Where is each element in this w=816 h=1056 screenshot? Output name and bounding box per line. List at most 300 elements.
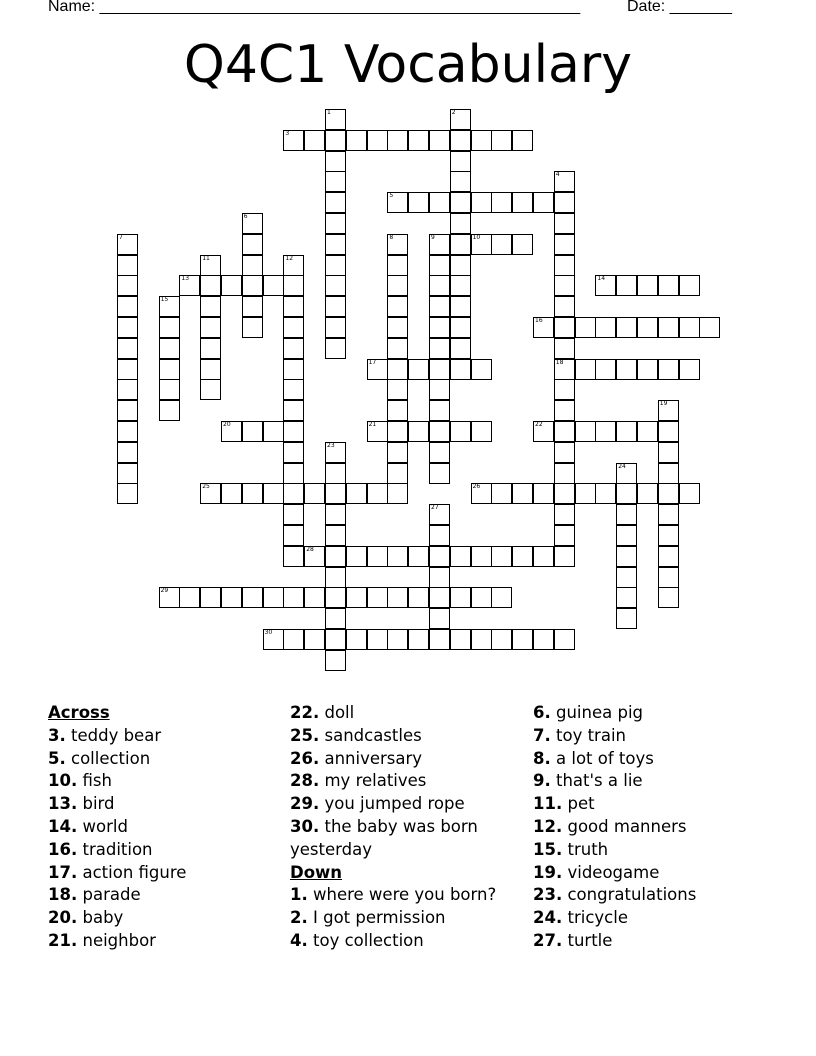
grid-cell[interactable] bbox=[554, 483, 575, 504]
grid-cell[interactable] bbox=[408, 546, 429, 567]
clue-item-number: 13. bbox=[48, 794, 78, 814]
grid-cell[interactable] bbox=[325, 275, 346, 296]
grid-cell[interactable] bbox=[325, 546, 346, 567]
grid-cell[interactable] bbox=[242, 317, 263, 338]
grid-cell[interactable] bbox=[200, 255, 221, 276]
grid-cell[interactable] bbox=[325, 213, 346, 234]
grid-cell[interactable] bbox=[533, 483, 554, 504]
grid-cell[interactable] bbox=[283, 525, 304, 546]
grid-cell[interactable] bbox=[429, 275, 450, 296]
grid-cell[interactable] bbox=[575, 317, 596, 338]
grid-cell[interactable] bbox=[533, 421, 554, 442]
grid-cell[interactable] bbox=[242, 587, 263, 608]
grid-cell[interactable] bbox=[575, 483, 596, 504]
grid-cell[interactable] bbox=[283, 275, 304, 296]
grid-cell[interactable] bbox=[117, 359, 138, 380]
grid-cell[interactable] bbox=[283, 421, 304, 442]
grid-cell[interactable] bbox=[200, 296, 221, 317]
page-title: Q4C1 Vocabulary bbox=[183, 35, 633, 95]
grid-cell[interactable] bbox=[450, 213, 471, 234]
grid-cell[interactable] bbox=[117, 379, 138, 400]
grid-cell[interactable] bbox=[637, 275, 658, 296]
grid-cell[interactable] bbox=[471, 546, 492, 567]
clue-item-text: sandcastles bbox=[324, 725, 422, 745]
grid-cell[interactable] bbox=[512, 629, 533, 650]
grid-cell[interactable] bbox=[429, 296, 450, 317]
grid-cell[interactable] bbox=[367, 421, 388, 442]
grid-cell[interactable] bbox=[159, 338, 180, 359]
grid-cell[interactable] bbox=[658, 421, 679, 442]
grid-cell[interactable] bbox=[429, 317, 450, 338]
grid-cell[interactable] bbox=[367, 546, 388, 567]
clue-item-text: fish bbox=[82, 771, 112, 791]
grid-cell[interactable] bbox=[387, 629, 408, 650]
grid-cell[interactable] bbox=[471, 192, 492, 213]
clue-item-text: baby bbox=[82, 908, 124, 928]
grid-cell[interactable] bbox=[450, 317, 471, 338]
grid-cell[interactable] bbox=[450, 546, 471, 567]
grid-cell[interactable] bbox=[554, 359, 575, 380]
grid-cell[interactable] bbox=[304, 483, 325, 504]
grid-cell[interactable] bbox=[554, 629, 575, 650]
grid-cell[interactable] bbox=[616, 275, 637, 296]
grid-cell[interactable] bbox=[387, 234, 408, 255]
grid-cell[interactable] bbox=[408, 130, 429, 151]
grid-cell[interactable] bbox=[325, 567, 346, 588]
grid-cell[interactable] bbox=[679, 483, 700, 504]
grid-cell[interactable] bbox=[367, 359, 388, 380]
grid-cell[interactable] bbox=[595, 421, 616, 442]
grid-cell[interactable] bbox=[387, 338, 408, 359]
grid-cell[interactable] bbox=[325, 130, 346, 151]
grid-cell[interactable] bbox=[117, 400, 138, 421]
grid-cell[interactable] bbox=[429, 359, 450, 380]
grid-cell[interactable] bbox=[283, 504, 304, 525]
grid-cell[interactable] bbox=[325, 234, 346, 255]
grid-cell[interactable] bbox=[616, 359, 637, 380]
grid-cell[interactable] bbox=[595, 483, 616, 504]
grid-cell[interactable] bbox=[471, 130, 492, 151]
section-label: Across bbox=[48, 703, 110, 722]
grid-cell[interactable] bbox=[616, 317, 637, 338]
grid-cell[interactable] bbox=[512, 234, 533, 255]
clue-item bbox=[533, 725, 783, 748]
grid-cell[interactable] bbox=[387, 275, 408, 296]
grid-cell[interactable] bbox=[387, 400, 408, 421]
clue-item-text: doll bbox=[324, 703, 355, 722]
grid-cell[interactable] bbox=[616, 608, 637, 629]
grid-cell[interactable] bbox=[200, 379, 221, 400]
grid-cell[interactable] bbox=[283, 546, 304, 567]
grid-cell[interactable] bbox=[283, 400, 304, 421]
grid-cell[interactable] bbox=[159, 379, 180, 400]
grid-cell[interactable] bbox=[554, 255, 575, 276]
clue-number: 9 bbox=[431, 233, 435, 241]
grid-cell[interactable] bbox=[367, 483, 388, 504]
grid-cell[interactable] bbox=[242, 234, 263, 255]
grid-cell[interactable] bbox=[679, 275, 700, 296]
grid-cell[interactable] bbox=[283, 587, 304, 608]
clue-column-2 bbox=[290, 702, 540, 953]
grid-cell[interactable] bbox=[429, 421, 450, 442]
clue-column-3 bbox=[533, 702, 783, 953]
grid-cell[interactable] bbox=[450, 234, 471, 255]
grid-cell[interactable] bbox=[200, 338, 221, 359]
grid-cell[interactable] bbox=[637, 483, 658, 504]
clue-number: 23 bbox=[327, 441, 335, 449]
grid-cell[interactable] bbox=[575, 421, 596, 442]
grid-cell[interactable] bbox=[616, 546, 637, 567]
grid-cell[interactable] bbox=[512, 546, 533, 567]
grid-cell[interactable] bbox=[429, 255, 450, 276]
clue-item-text: a lot of toys bbox=[556, 748, 654, 768]
clue-number: 21 bbox=[368, 421, 377, 428]
grid-cell[interactable] bbox=[616, 421, 637, 442]
grid-cell[interactable] bbox=[554, 504, 575, 525]
grid-cell[interactable] bbox=[242, 255, 263, 276]
grid-cell[interactable] bbox=[242, 296, 263, 317]
clue-item bbox=[48, 793, 298, 816]
grid-cell[interactable] bbox=[263, 275, 284, 296]
grid-cell[interactable] bbox=[387, 255, 408, 276]
grid-cell[interactable] bbox=[429, 400, 450, 421]
grid-cell[interactable] bbox=[325, 608, 346, 629]
grid-cell[interactable] bbox=[117, 255, 138, 276]
grid-cell[interactable] bbox=[491, 629, 512, 650]
clue-item bbox=[290, 930, 540, 953]
grid-cell[interactable] bbox=[450, 587, 471, 608]
grid-cell[interactable] bbox=[325, 317, 346, 338]
grid-cell[interactable] bbox=[554, 171, 575, 192]
grid-cell[interactable] bbox=[658, 275, 679, 296]
grid-cell[interactable] bbox=[387, 421, 408, 442]
grid-cell[interactable] bbox=[429, 338, 450, 359]
clue-number: 18 bbox=[555, 358, 564, 366]
grid-cell[interactable] bbox=[429, 608, 450, 629]
grid-cell[interactable] bbox=[658, 483, 679, 504]
grid-cell[interactable] bbox=[554, 234, 575, 255]
grid-cell[interactable] bbox=[429, 130, 450, 151]
grid-cell[interactable] bbox=[221, 483, 242, 504]
grid-cell[interactable] bbox=[263, 587, 284, 608]
grid-cell[interactable] bbox=[533, 629, 554, 650]
grid-cell[interactable] bbox=[283, 442, 304, 463]
grid-cell[interactable] bbox=[387, 359, 408, 380]
grid-cell[interactable] bbox=[325, 629, 346, 650]
grid-cell[interactable] bbox=[117, 483, 138, 504]
grid-cell[interactable] bbox=[263, 421, 284, 442]
grid-cell[interactable] bbox=[616, 587, 637, 608]
grid-cell[interactable] bbox=[283, 359, 304, 380]
grid-cell[interactable] bbox=[387, 546, 408, 567]
grid-cell[interactable] bbox=[117, 234, 138, 255]
grid-cell[interactable] bbox=[450, 359, 471, 380]
grid-cell[interactable] bbox=[554, 296, 575, 317]
grid-cell[interactable] bbox=[575, 359, 596, 380]
grid-cell[interactable] bbox=[159, 317, 180, 338]
grid-cell[interactable] bbox=[658, 504, 679, 525]
grid-cell[interactable] bbox=[304, 629, 325, 650]
grid-cell[interactable] bbox=[533, 546, 554, 567]
grid-cell[interactable] bbox=[554, 317, 575, 338]
grid-cell[interactable] bbox=[221, 587, 242, 608]
grid-cell[interactable] bbox=[429, 546, 450, 567]
grid-cell[interactable] bbox=[325, 192, 346, 213]
grid-cell[interactable] bbox=[408, 421, 429, 442]
grid-cell[interactable] bbox=[283, 255, 304, 276]
clue-item bbox=[533, 816, 783, 839]
grid-cell[interactable] bbox=[283, 463, 304, 484]
grid-cell[interactable] bbox=[450, 151, 471, 172]
clue-item-number: 4. bbox=[290, 930, 308, 950]
grid-cell[interactable] bbox=[200, 587, 221, 608]
grid-cell[interactable] bbox=[637, 359, 658, 380]
grid-cell[interactable] bbox=[367, 629, 388, 650]
grid-cell[interactable] bbox=[491, 483, 512, 504]
grid-cell[interactable] bbox=[304, 587, 325, 608]
grid-cell[interactable] bbox=[491, 234, 512, 255]
grid-cell[interactable] bbox=[346, 587, 367, 608]
grid-cell[interactable] bbox=[491, 546, 512, 567]
grid-cell[interactable] bbox=[429, 567, 450, 588]
clue-number: 2 bbox=[451, 109, 456, 116]
grid-cell[interactable] bbox=[554, 275, 575, 296]
grid-cell[interactable] bbox=[367, 587, 388, 608]
clue-number: 25 bbox=[202, 483, 210, 491]
grid-cell[interactable] bbox=[117, 317, 138, 338]
grid-cell[interactable] bbox=[595, 359, 616, 380]
grid-cell[interactable] bbox=[554, 546, 575, 567]
grid-cell[interactable] bbox=[450, 421, 471, 442]
grid-cell[interactable] bbox=[117, 463, 138, 484]
grid-cell[interactable] bbox=[450, 130, 471, 151]
grid-cell[interactable] bbox=[554, 525, 575, 546]
grid-cell[interactable] bbox=[450, 109, 471, 130]
grid-cell[interactable] bbox=[616, 483, 637, 504]
grid-cell[interactable] bbox=[408, 629, 429, 650]
grid-cell[interactable] bbox=[283, 317, 304, 338]
grid-cell[interactable] bbox=[658, 463, 679, 484]
grid-cell[interactable] bbox=[512, 130, 533, 151]
grid-cell[interactable] bbox=[325, 504, 346, 525]
grid-cell[interactable] bbox=[283, 483, 304, 504]
grid-cell[interactable] bbox=[408, 192, 429, 213]
clue-item-number: 24. bbox=[533, 908, 563, 928]
grid-cell[interactable] bbox=[325, 151, 346, 172]
grid-cell[interactable] bbox=[325, 483, 346, 504]
grid-cell[interactable] bbox=[429, 587, 450, 608]
grid-cell[interactable] bbox=[429, 442, 450, 463]
clue-number: 26 bbox=[472, 483, 481, 491]
grid-cell[interactable] bbox=[658, 587, 679, 608]
grid-cell[interactable] bbox=[325, 296, 346, 317]
grid-cell[interactable] bbox=[179, 275, 200, 296]
grid-cell[interactable] bbox=[200, 317, 221, 338]
grid-cell[interactable] bbox=[512, 483, 533, 504]
grid-cell[interactable] bbox=[242, 213, 263, 234]
grid-cell[interactable] bbox=[283, 338, 304, 359]
grid-cell[interactable] bbox=[491, 192, 512, 213]
grid-cell[interactable] bbox=[242, 421, 263, 442]
grid-cell[interactable] bbox=[429, 504, 450, 525]
grid-cell[interactable] bbox=[159, 359, 180, 380]
grid-cell[interactable] bbox=[595, 275, 616, 296]
grid-cell[interactable] bbox=[387, 442, 408, 463]
grid-cell[interactable] bbox=[387, 463, 408, 484]
grid-cell[interactable] bbox=[387, 379, 408, 400]
grid-cell[interactable] bbox=[429, 463, 450, 484]
grid-cell[interactable] bbox=[554, 213, 575, 234]
grid-cell[interactable] bbox=[117, 275, 138, 296]
grid-cell[interactable] bbox=[471, 483, 492, 504]
grid-cell[interactable] bbox=[429, 234, 450, 255]
grid-cell[interactable] bbox=[595, 317, 616, 338]
grid-cell[interactable] bbox=[117, 442, 138, 463]
clue-section-heading bbox=[48, 702, 298, 725]
grid-cell[interactable] bbox=[450, 296, 471, 317]
grid-cell[interactable] bbox=[408, 587, 429, 608]
clue-item-number: 12. bbox=[533, 816, 563, 836]
grid-cell[interactable] bbox=[554, 400, 575, 421]
grid-cell[interactable] bbox=[658, 317, 679, 338]
grid-cell[interactable] bbox=[367, 130, 388, 151]
clue-item-number: 19. bbox=[533, 862, 563, 882]
grid-cell[interactable] bbox=[387, 130, 408, 151]
grid-cell[interactable] bbox=[159, 400, 180, 421]
grid-cell[interactable] bbox=[325, 338, 346, 359]
grid-cell[interactable] bbox=[242, 275, 263, 296]
grid-cell[interactable] bbox=[387, 317, 408, 338]
grid-cell[interactable] bbox=[471, 421, 492, 442]
grid-cell[interactable] bbox=[471, 629, 492, 650]
grid-cell[interactable] bbox=[387, 587, 408, 608]
grid-cell[interactable] bbox=[325, 442, 346, 463]
grid-cell[interactable] bbox=[450, 192, 471, 213]
grid-cell[interactable] bbox=[325, 650, 346, 671]
grid-cell[interactable] bbox=[637, 421, 658, 442]
grid-cell[interactable] bbox=[450, 255, 471, 276]
grid-cell[interactable] bbox=[450, 338, 471, 359]
grid-cell[interactable] bbox=[221, 421, 242, 442]
grid-cell[interactable] bbox=[491, 587, 512, 608]
grid-cell[interactable] bbox=[658, 567, 679, 588]
clue-item-number: 3. bbox=[48, 725, 66, 745]
grid-cell[interactable] bbox=[429, 629, 450, 650]
grid-cell[interactable] bbox=[533, 317, 554, 338]
grid-cell[interactable] bbox=[159, 587, 180, 608]
grid-cell[interactable] bbox=[637, 317, 658, 338]
grid-cell[interactable] bbox=[387, 192, 408, 213]
grid-cell[interactable] bbox=[117, 296, 138, 317]
grid-cell[interactable] bbox=[471, 234, 492, 255]
grid-cell[interactable] bbox=[200, 483, 221, 504]
grid-cell[interactable] bbox=[616, 567, 637, 588]
grid-cell[interactable] bbox=[159, 296, 180, 317]
clue-number: 11 bbox=[202, 254, 210, 262]
grid-cell[interactable] bbox=[283, 296, 304, 317]
clue-item bbox=[48, 816, 298, 839]
grid-cell[interactable] bbox=[450, 629, 471, 650]
grid-cell[interactable] bbox=[679, 359, 700, 380]
clue-item bbox=[48, 839, 298, 862]
grid-cell[interactable] bbox=[616, 463, 637, 484]
grid-cell[interactable] bbox=[658, 400, 679, 421]
grid-cell[interactable] bbox=[283, 130, 304, 151]
grid-cell[interactable] bbox=[325, 525, 346, 546]
grid-cell[interactable] bbox=[554, 192, 575, 213]
grid-cell[interactable] bbox=[304, 546, 325, 567]
grid-cell[interactable] bbox=[200, 275, 221, 296]
grid-cell[interactable] bbox=[429, 192, 450, 213]
clue-number: 28 bbox=[306, 545, 314, 553]
grid-cell[interactable] bbox=[200, 359, 221, 380]
grid-cell[interactable] bbox=[283, 379, 304, 400]
grid-cell[interactable] bbox=[471, 359, 492, 380]
grid-cell[interactable] bbox=[533, 192, 554, 213]
grid-cell[interactable] bbox=[616, 525, 637, 546]
clue-number: 6 bbox=[243, 213, 248, 220]
grid-cell[interactable] bbox=[429, 379, 450, 400]
grid-cell[interactable] bbox=[554, 338, 575, 359]
grid-cell[interactable] bbox=[387, 296, 408, 317]
grid-cell[interactable] bbox=[325, 109, 346, 130]
clue-item-number: 22. bbox=[290, 703, 320, 722]
grid-cell[interactable] bbox=[325, 255, 346, 276]
grid-cell[interactable] bbox=[304, 130, 325, 151]
grid-cell[interactable] bbox=[221, 275, 242, 296]
grid-cell[interactable] bbox=[658, 525, 679, 546]
grid-cell[interactable] bbox=[554, 379, 575, 400]
grid-cell[interactable] bbox=[346, 629, 367, 650]
grid-cell[interactable] bbox=[491, 130, 512, 151]
grid-cell[interactable] bbox=[408, 359, 429, 380]
grid-cell[interactable] bbox=[387, 483, 408, 504]
clue-item-number: 5. bbox=[48, 748, 66, 768]
grid-cell[interactable] bbox=[616, 504, 637, 525]
clue-item-number: 16. bbox=[48, 839, 78, 859]
grid-cell[interactable] bbox=[554, 421, 575, 442]
grid-cell[interactable] bbox=[699, 317, 720, 338]
grid-cell[interactable] bbox=[263, 483, 284, 504]
grid-cell[interactable] bbox=[117, 338, 138, 359]
grid-cell[interactable] bbox=[450, 171, 471, 192]
clue-item-text: turtle bbox=[567, 930, 613, 950]
grid-cell[interactable] bbox=[283, 629, 304, 650]
grid-cell[interactable] bbox=[325, 171, 346, 192]
grid-cell[interactable] bbox=[263, 629, 284, 650]
grid-cell[interactable] bbox=[325, 587, 346, 608]
grid-cell[interactable] bbox=[346, 130, 367, 151]
clue-item-text: you jumped rope bbox=[324, 794, 465, 814]
grid-cell[interactable] bbox=[450, 275, 471, 296]
grid-cell[interactable] bbox=[179, 587, 200, 608]
grid-cell[interactable] bbox=[346, 546, 367, 567]
grid-cell[interactable] bbox=[471, 587, 492, 608]
grid-cell[interactable] bbox=[325, 463, 346, 484]
grid-cell[interactable] bbox=[242, 483, 263, 504]
grid-cell[interactable] bbox=[512, 192, 533, 213]
grid-cell[interactable] bbox=[658, 546, 679, 567]
grid-cell[interactable] bbox=[117, 421, 138, 442]
grid-cell[interactable] bbox=[679, 317, 700, 338]
grid-cell[interactable] bbox=[554, 442, 575, 463]
grid-cell[interactable] bbox=[346, 483, 367, 504]
grid-cell[interactable] bbox=[658, 442, 679, 463]
grid-cell[interactable] bbox=[429, 525, 450, 546]
clue-item-number: 9. bbox=[533, 771, 551, 791]
grid-cell[interactable] bbox=[554, 463, 575, 484]
grid-cell[interactable] bbox=[658, 359, 679, 380]
